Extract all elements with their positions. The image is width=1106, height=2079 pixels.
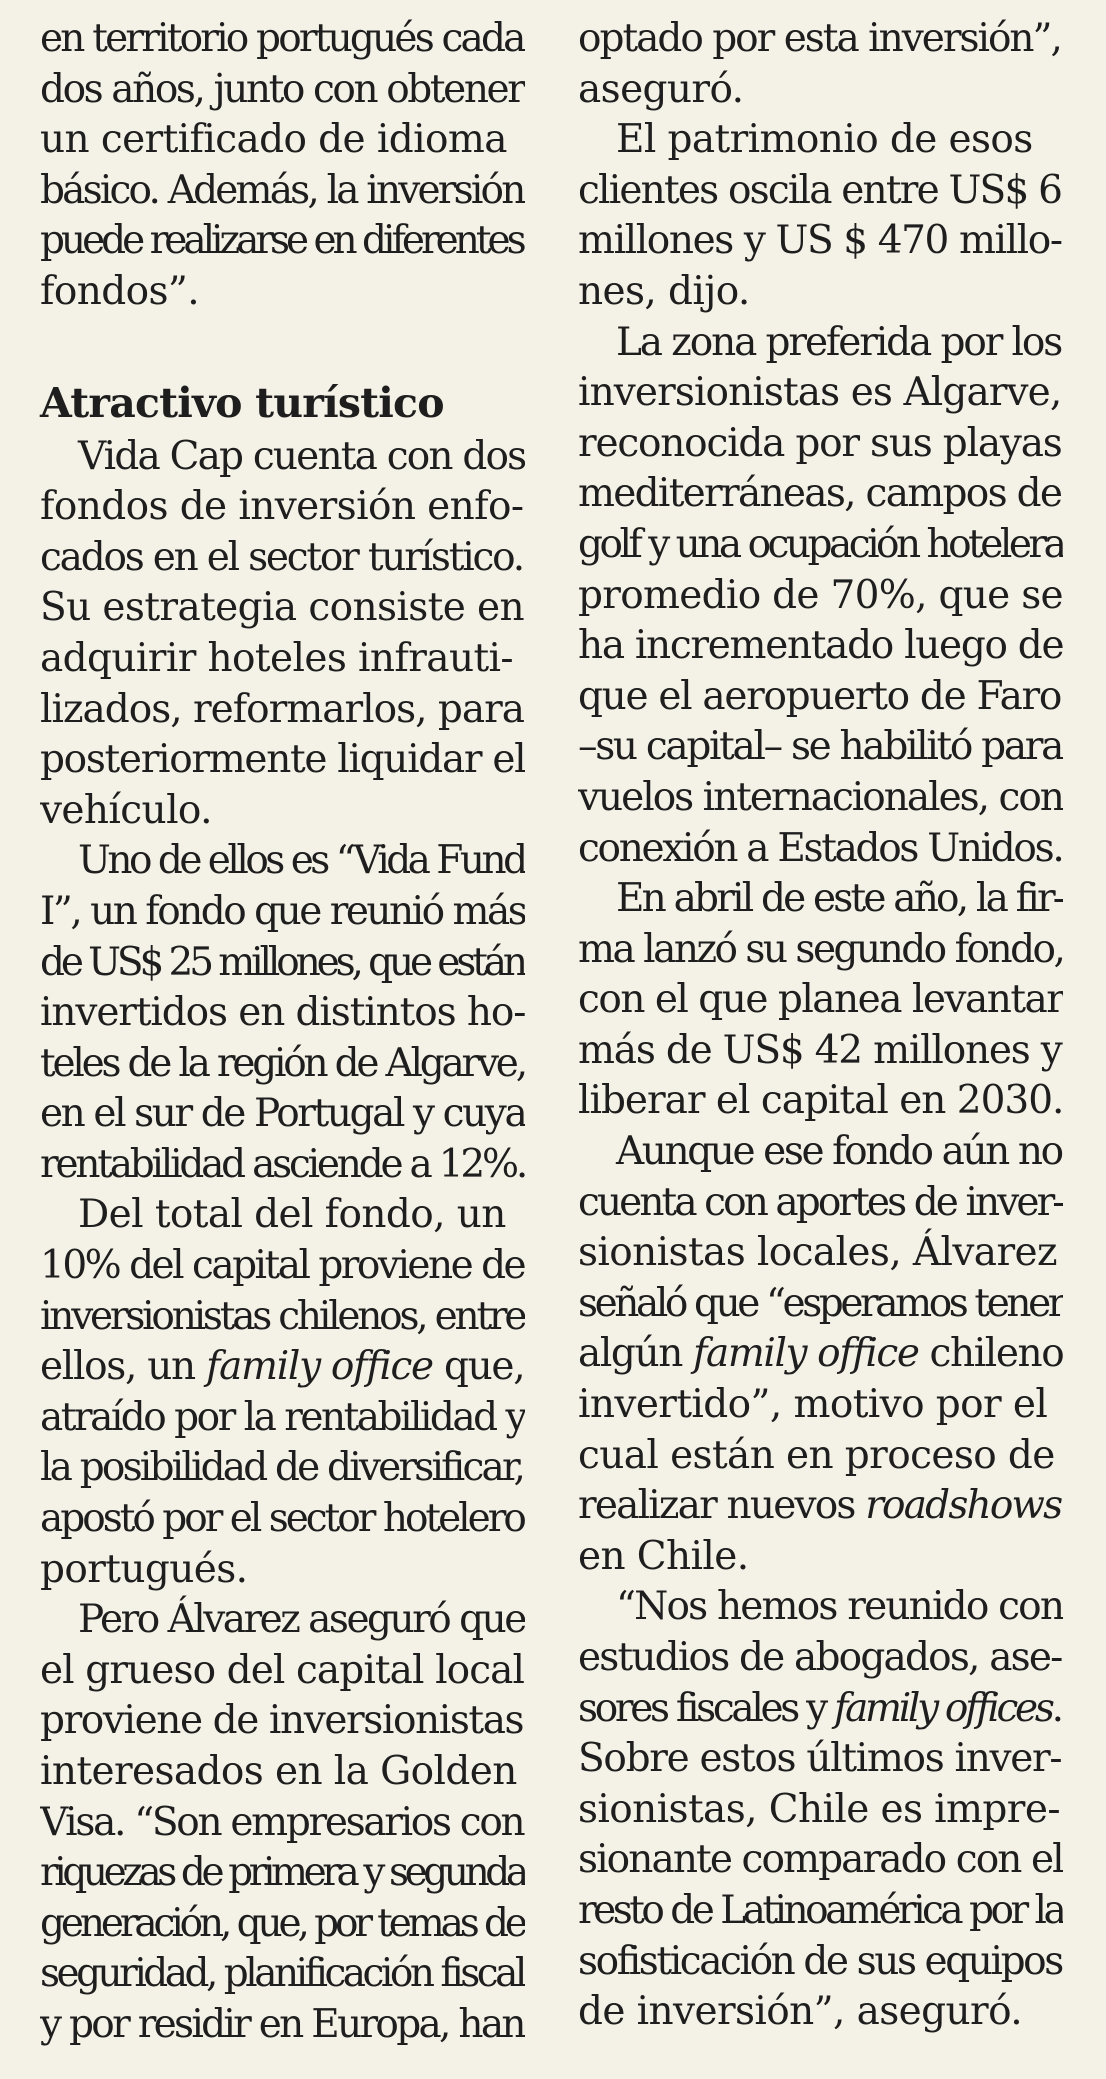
text-line: señaló que “esperamos tener	[578, 1280, 1063, 1326]
text-run: que,	[432, 1344, 525, 1390]
text-line: inversionistas chilenos, entre	[40, 1293, 525, 1339]
text-line: interesados en la Golden	[40, 1749, 517, 1794]
text-line: mediterráneas, campos de	[578, 471, 1062, 517]
text-line: La zona preferida por los	[616, 319, 1062, 365]
text-line: lizados, reformarlos, para	[40, 686, 525, 732]
text-line: rentabilidad asciende a 12%.	[40, 1141, 525, 1187]
text-line: generación, que, por temas de	[40, 1900, 524, 1946]
text-line: aseguró.	[578, 66, 744, 112]
text-line: riquezas de primera y segunda	[40, 1850, 525, 1896]
section-heading: Atractivo turístico	[40, 378, 444, 427]
text-line: El patrimonio de esos	[616, 117, 1033, 163]
text-line: fondos de inversión enfo-	[40, 484, 524, 530]
text-line: y por residir en Europa, han	[40, 2001, 524, 2047]
text-line: en el sur de Portugal y cuya	[40, 1091, 525, 1137]
text-run: .	[1051, 1685, 1061, 1731]
text-line: básico. Además, la inversión	[40, 167, 524, 213]
text-line: En abril de este año, la fir-	[616, 876, 1063, 922]
text-line: millones y US $ 470 millo-	[578, 218, 1062, 264]
text-line: sionante comparado con el	[578, 1837, 1063, 1883]
article-column-right	[578, 14, 1063, 2038]
text-line: de US$ 25 millones, que están	[40, 939, 524, 985]
text-line: posteriormente liquidar el	[40, 737, 525, 783]
text-line: “Nos hemos reunido con	[616, 1584, 1063, 1630]
text-line: inversionistas es Algarve,	[578, 370, 1062, 416]
text-line: optado por esta inversión”,	[578, 16, 1061, 61]
text-line: sionistas locales, Álvarez	[578, 1230, 1057, 1276]
text-line: 10% del capital proviene de	[40, 1243, 525, 1289]
text-line: dos años, junto con obtener	[40, 66, 524, 112]
text-line: proviene de inversionistas	[40, 1698, 524, 1744]
text-line: que el aeropuerto de Faro	[578, 673, 1062, 719]
text-line: I”, un fondo que reunió más	[40, 888, 525, 934]
text-line: cual están en proceso de	[578, 1432, 1055, 1478]
text-line: cados en el sector turístico.	[40, 534, 523, 580]
text-run: algún	[578, 1331, 693, 1377]
text-line: adquirir hoteles infrauti-	[40, 635, 514, 681]
text-line: más de US$ 42 millones y	[578, 1027, 1062, 1073]
text-run: ellos, un	[40, 1344, 206, 1390]
text-run: chileno	[918, 1331, 1063, 1377]
text-line: –su capital– se habilitó para	[578, 724, 1063, 770]
text-line: Su estrategia consiste en	[40, 585, 525, 631]
text-line: invertidos en distintos ho-	[40, 990, 525, 1036]
text-line: atraído por la rentabilidad y	[40, 1394, 525, 1440]
text-line: vuelos internacionales, con	[578, 774, 1063, 820]
text-line: Aunque ese fondo aún no	[616, 1129, 1062, 1175]
text-line	[578, 1481, 1063, 1532]
text-line: estudios de abogados, ase-	[578, 1635, 1062, 1680]
text-line	[578, 1329, 1063, 1380]
text-line: fondos”.	[40, 268, 200, 314]
text-line: apostó por el sector hotelero	[40, 1496, 524, 1542]
text-line: ha incrementado luego de	[578, 623, 1063, 669]
text-line: ma lanzó su segundo fondo,	[578, 926, 1063, 972]
italic-term: family office	[205, 1344, 433, 1390]
text-line: la posibilidad de diversificar,	[40, 1445, 524, 1491]
text-line: en Chile.	[578, 1533, 749, 1579]
text-line	[40, 1342, 525, 1393]
text-line: Sobre estos últimos inver-	[578, 1736, 1062, 1782]
text-line: golf y una ocupación hotelera	[578, 521, 1063, 567]
text-line: un certificado de idioma	[40, 117, 507, 163]
text-line: con el que planea levantar	[578, 977, 1063, 1023]
text-line: conexión a Estados Unidos.	[578, 825, 1063, 871]
text-line: puede realizarse en diferentes	[40, 218, 523, 264]
text-line: seguridad, planificación fiscal	[40, 1951, 524, 1997]
text-line: Pero Álvarez aseguró que	[78, 1597, 525, 1643]
italic-term: roadshows	[865, 1483, 1062, 1529]
text-line: reconocida por sus playas	[578, 420, 1062, 466]
text-line: nes, dijo.	[578, 268, 750, 314]
text-run: sores fiscales y	[578, 1685, 834, 1731]
text-line: portugués.	[40, 1546, 248, 1592]
text-line: Del total del fondo, un	[78, 1192, 506, 1238]
text-line	[578, 1684, 1063, 1735]
text-line: clientes oscila entre US$ 6	[578, 167, 1062, 213]
text-line: sofisticación de sus equipos	[578, 1938, 1062, 1984]
text-line: vehículo.	[40, 787, 212, 833]
text-line: Visa. “Son empresarios con	[40, 1799, 524, 1845]
text-line: Uno de ellos es “Vida Fund	[78, 838, 525, 884]
italic-term: family office	[692, 1331, 919, 1377]
text-line: sionistas, Chile es impre-	[578, 1786, 1060, 1832]
paragraph-gap	[40, 318, 525, 368]
text-line: en territorio portugués cada	[40, 16, 524, 61]
text-line: de inversión”, aseguró.	[578, 1989, 1023, 2035]
text-run: realizar nuevos	[578, 1483, 866, 1529]
text-line: promedio de 70%, que se	[578, 572, 1063, 618]
text-line: el grueso del capital local	[40, 1647, 525, 1693]
text-line: cuenta con aportes de inver-	[578, 1179, 1063, 1225]
text-line: liberar el capital en 2030.	[578, 1078, 1063, 1124]
text-line: invertido”, motivo por el	[578, 1382, 1048, 1428]
text-line: teles de la región de Algarve,	[40, 1040, 525, 1086]
text-line: Vida Cap cuenta con dos	[78, 433, 525, 479]
italic-term: family offices	[833, 1685, 1052, 1731]
article-column-left	[40, 14, 525, 2051]
text-line: resto de Latinoamérica por la	[578, 1887, 1063, 1933]
